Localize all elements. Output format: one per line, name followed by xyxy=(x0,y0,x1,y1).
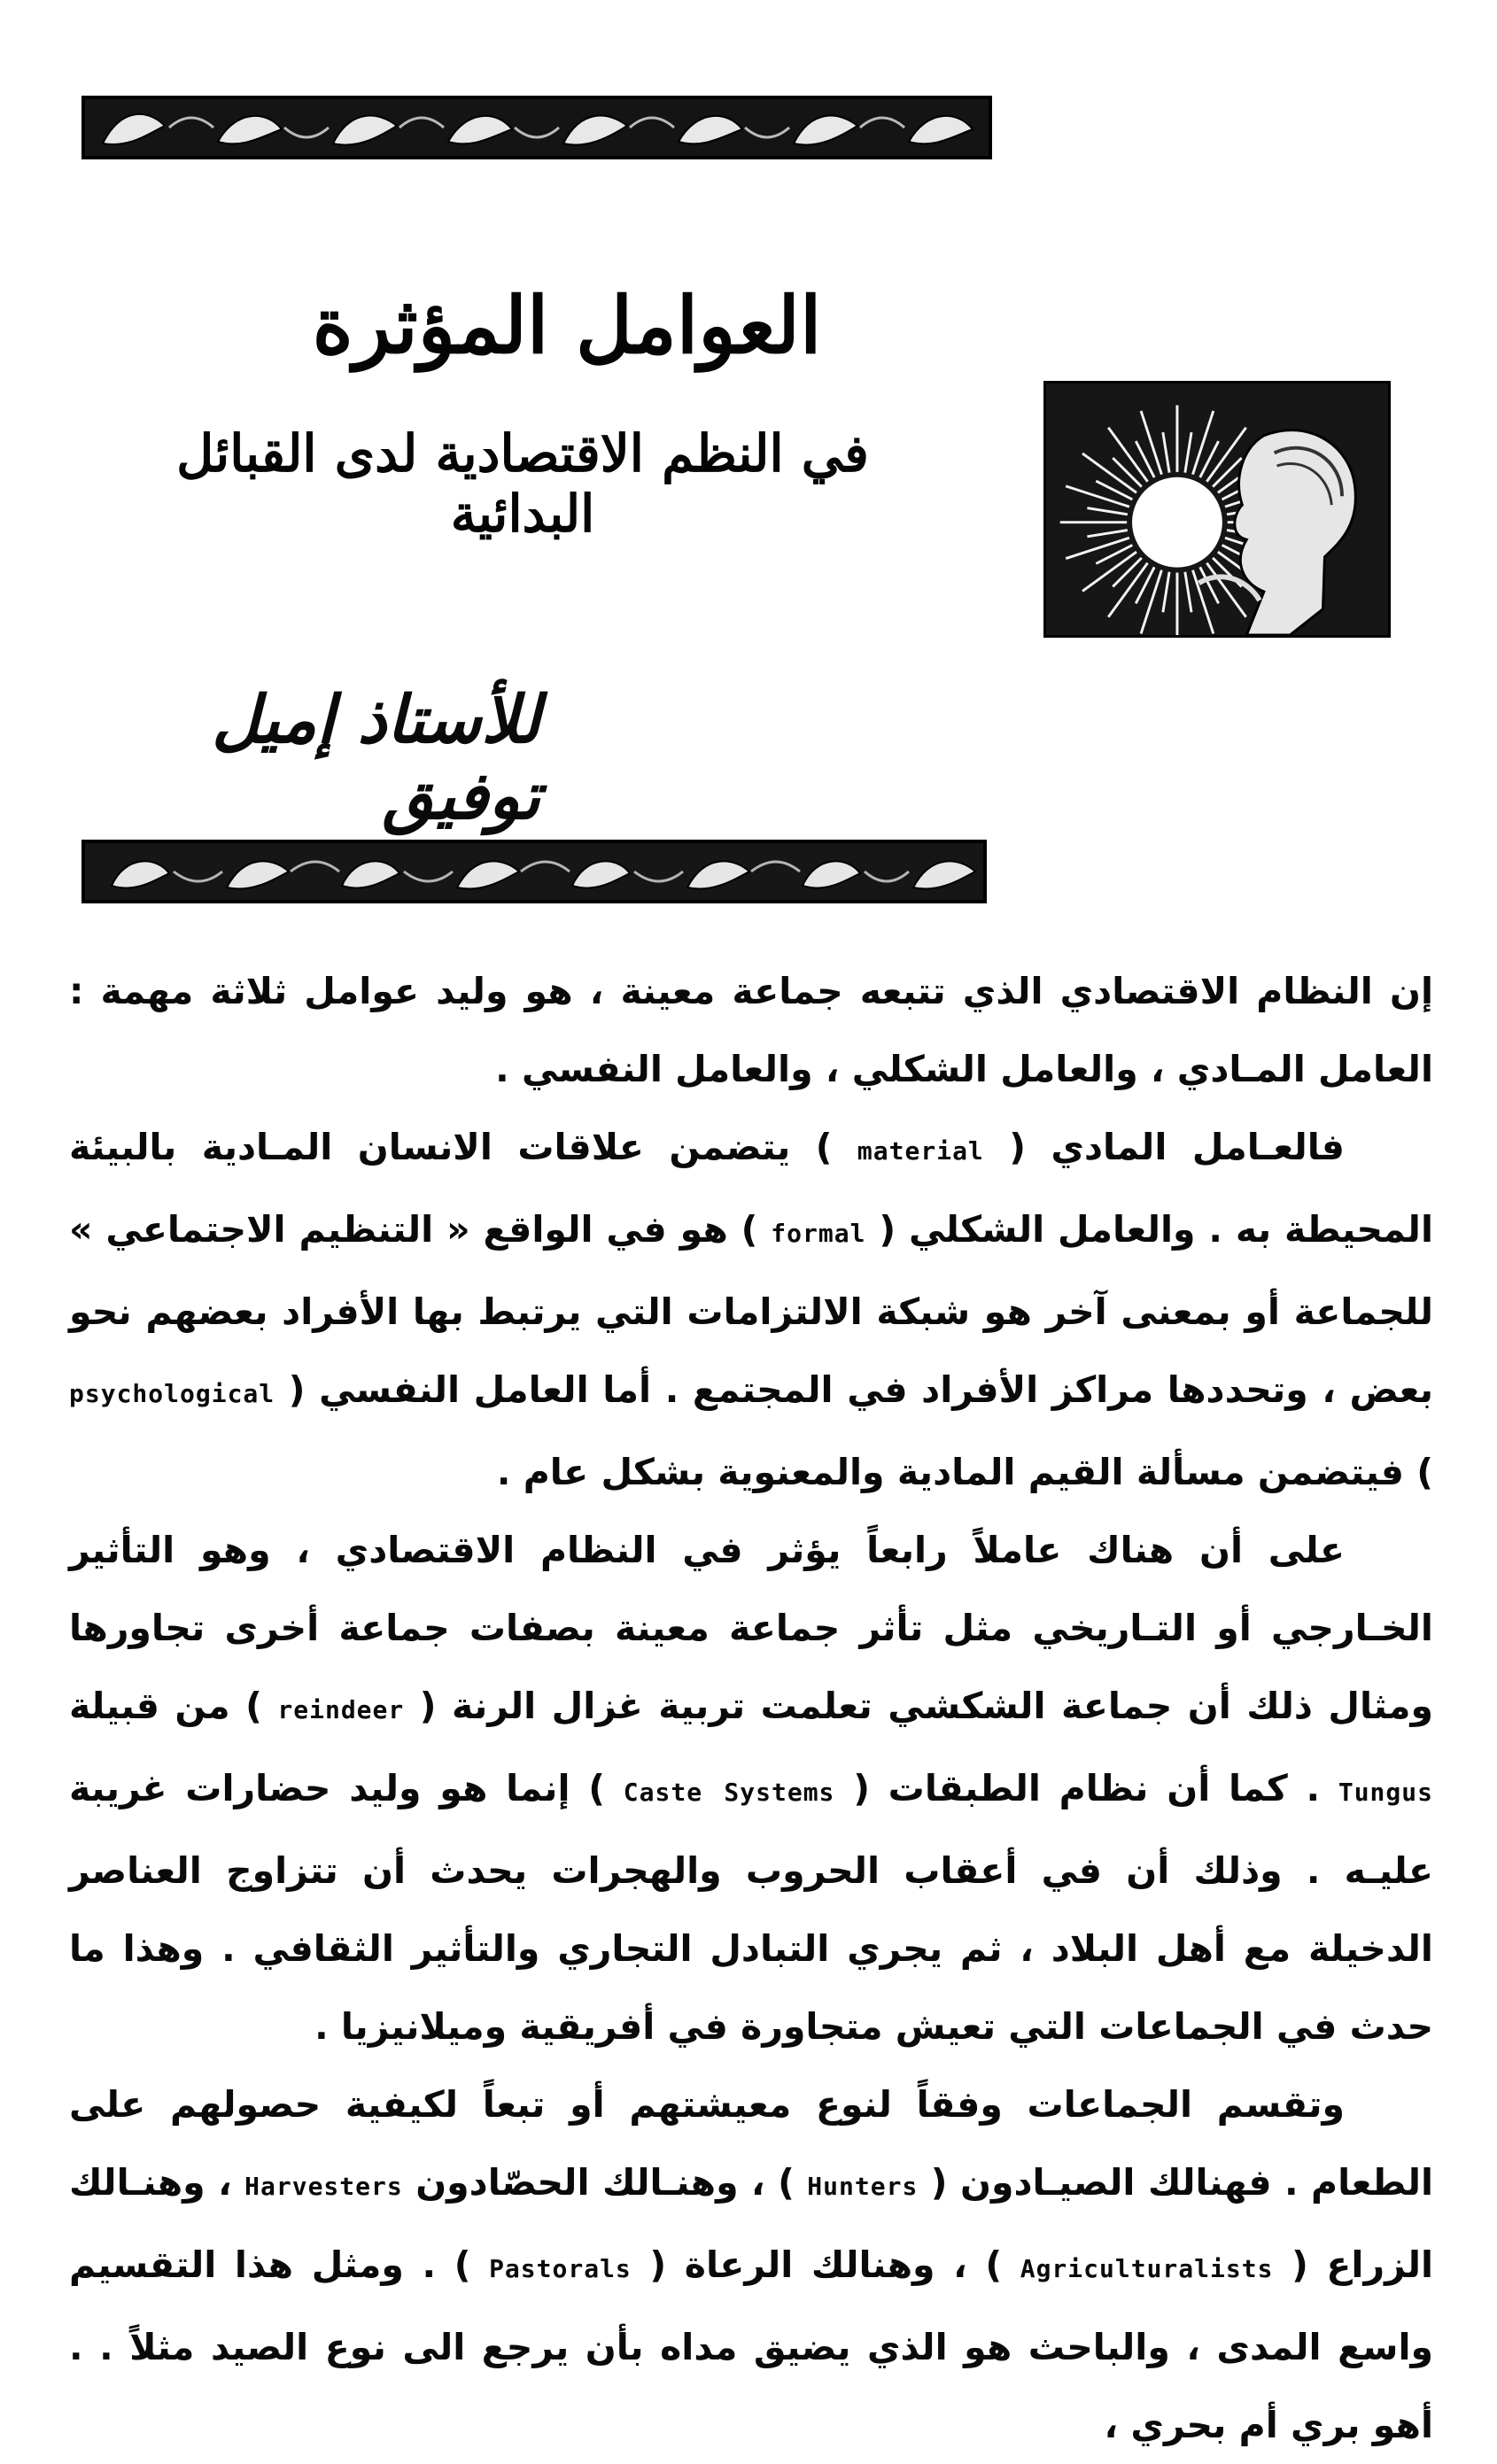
paragraph-2-text-c: ) هو في الواقع « التنظيم الاجتماعي » للجماعة أو بمعنى آخر هو شبكة الالتزامات التي يرتبط بها الأفراد بعضهم نحو بعض ، وتحددها مراكز الأفراد في المجتمع . أما العامل النفسي ( xyxy=(69,1208,1433,1411)
leaf-ornament-band-top xyxy=(81,96,992,159)
paragraph-3-text-c: . كما أن نظام الطبقات ( xyxy=(853,1767,1321,1809)
term-reindeer: reindeer xyxy=(277,1695,405,1724)
paragraph-3-text-a: على أن هناك عاملاً رابعاً يؤثر في النظام الاقتصادي ، وهو التأثير الخـارجي أو التـاريخي مثل تأثر جماعة معينة بصفات جماعة أخرى تجاورها ومثال ذلك أن جماعة الشكشي تعلمت تربية غزال الرنة ( xyxy=(69,1529,1433,1727)
paragraph-4-text-b: ) ، وهنـالك الحصّادون xyxy=(415,2161,795,2204)
paragraph-3-text-b: ) من قبيلة xyxy=(69,1685,262,1727)
article-title: العوامل المؤثرة xyxy=(312,279,822,371)
author-byline: للأستاذ إميل توفيق xyxy=(212,682,540,834)
term-agriculturalists: Agriculturalists xyxy=(1020,2254,1274,2283)
emblem-art xyxy=(1046,384,1388,635)
article-body xyxy=(69,952,1433,2464)
term-harvesters: Harvesters xyxy=(244,2172,403,2201)
term-formal: formal xyxy=(771,1219,866,1248)
term-caste-systems: Caste Systems xyxy=(623,1778,835,1807)
term-hunters: Hunters xyxy=(807,2172,919,2201)
paragraph-1 xyxy=(69,952,1433,1108)
paragraph-2-text-a: فالعـامل المادي ( xyxy=(1009,1126,1345,1168)
paragraph-4 xyxy=(69,2065,1433,2464)
term-tungus: Tungus xyxy=(1338,1778,1433,1807)
term-psychological: psychological xyxy=(69,1379,275,1408)
paragraph-4-text-e: ) . ومثل هذا التقسيم واسع المدى ، والباحث هو الذي يضيق مداه بأن يرجع الى نوع الصيد مثلاً . . أهو بري أم بحري ، xyxy=(69,2243,1433,2446)
article-subtitle: في النظم الاقتصادية لدى القبائل البدائية xyxy=(176,423,869,544)
paragraph-4-text-d: ) ، وهنالك الرعاة ( xyxy=(649,2243,1003,2286)
paragraph-3-text-d: ) إنما هو وليد حضارات غريبة عليـه . وذلك أن في أعقاب الحروب والهجرات يحدث أن تتزاوج العناصر الدخيلة مع أهل البلاد ، ثم يجري التبادل التجاري والتأثير الثقافي . وهذا ما حدث في الجماعات التي تعيش متجاورة في أفريقية وميلانيزيا . xyxy=(69,1767,1433,2048)
leaf-ornament-band-middle xyxy=(81,840,987,903)
paragraph-2-text-b: ) يتضمن علاقات الانسان المـادية بالبيئة المحيطة به . والعامل الشكلي ( xyxy=(69,1126,1434,1251)
leaf-ornament-icon xyxy=(85,843,983,900)
paragraph-4-text-a: وتقسم الجماعات وفقاً لنوع معيشتهم أو تبعاً لكيفية حصولهم على الطعام . فهنالك الصيـادون ( xyxy=(69,2083,1434,2204)
paragraph-4-text-c: ، وهنـالك الزراع ( xyxy=(69,2161,1434,2286)
leaf-ornament-icon xyxy=(85,99,989,156)
paragraph-2-text-d: ) فيتضمن مسألة القيم المادية والمعنوية بشكل عام . xyxy=(496,1451,1433,1493)
paragraph-3 xyxy=(69,1511,1433,2065)
term-material: material xyxy=(857,1136,984,1166)
term-pastorals: Pastorals xyxy=(489,2254,632,2283)
paragraph-2 xyxy=(69,1108,1433,1511)
paragraph-1-text: إن النظام الاقتصادي الذي تتبعه جماعة معينة ، هو وليد عوامل ثلاثة مهمة : العامل المـادي ، والعامل الشكلي ، والعامل النفسي . xyxy=(69,970,1433,1090)
sunburst-profile-head-emblem-icon xyxy=(1043,381,1391,638)
